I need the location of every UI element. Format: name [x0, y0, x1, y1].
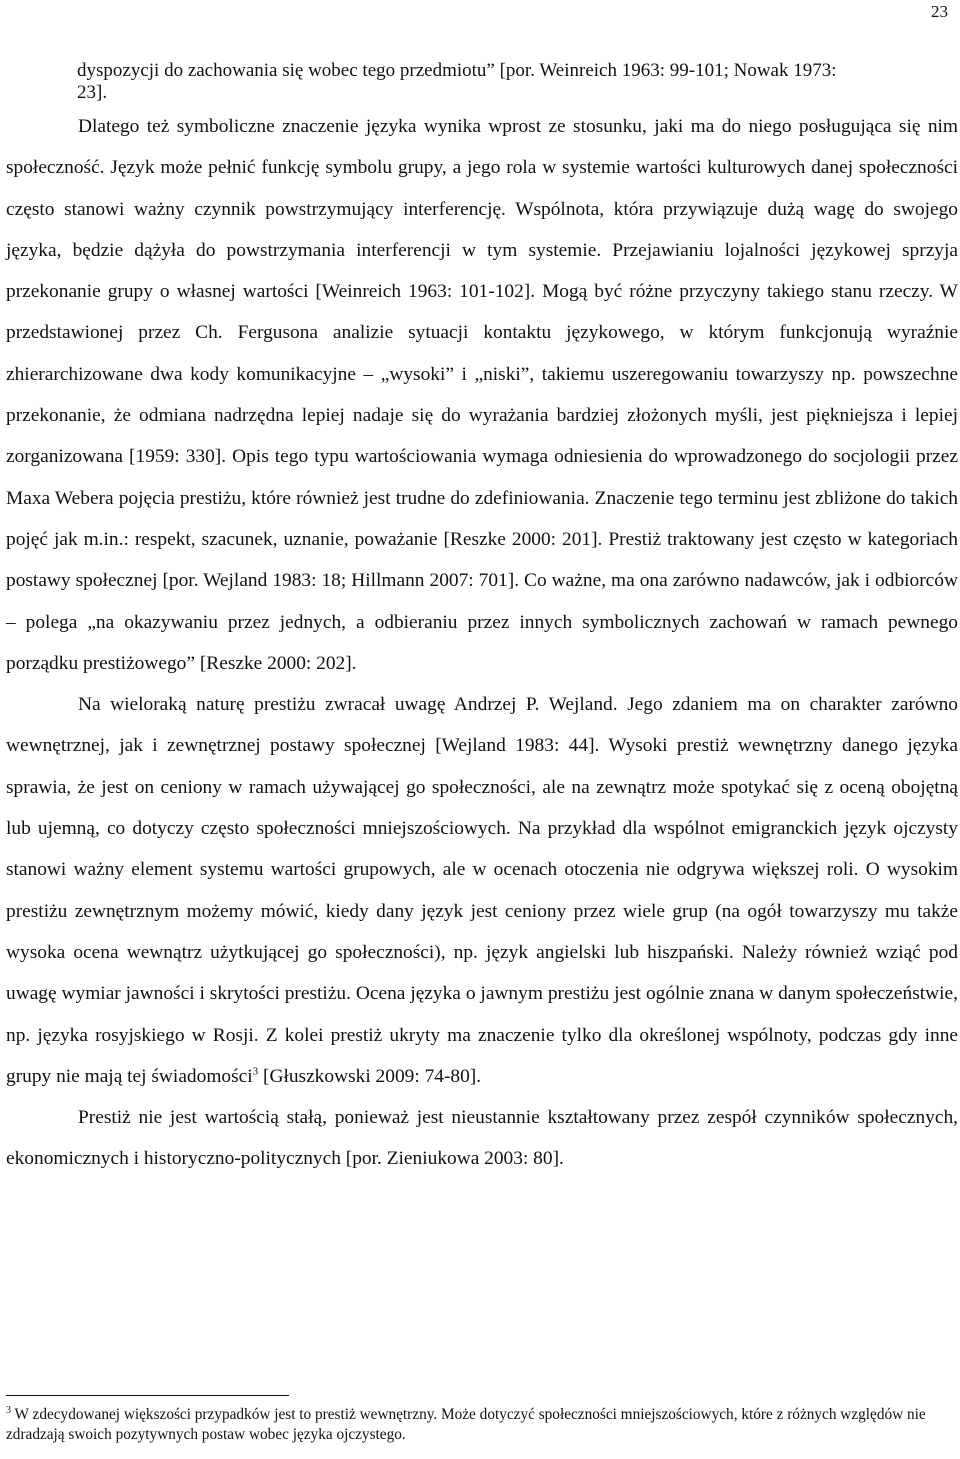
text-line: 23]. — [77, 82, 108, 103]
paragraph: Dlatego też symboliczne znaczenie języka wynika wprost ze stosunku, jaki ma do niego posługująca się nim społeczność. Język może pełnić funkcję symbolu grupy, a jego rola w systemie wartości kulturowych danej społeczności często stanowi ważny czynnik powstrzymujący interferencję. Wspólnota, która przywiązuje dużą wagę do swojego języka, będzie dążyła do powstrzymania interferencji w tym systemie. Przejawianiu lojalności językowej sprzyja przekonanie grupy o własnej wartości [Weinreich 1963: 101-102]. Mogą być różne przyczyny takiego stanu rzeczy. W przedstawionej przez Ch. Fergusona analizie sytuacji kontaktu językowego, w którym funkcjonują wyraźnie zhierarchizowane dwa kody komunikacyjne – „wysoki” i „niski”, takiemu uszeregowaniu towarzyszy np. powszechne przekonanie, że odmiana nadrzędna lepiej nadaje się do wyrażania bardziej złożonych myśli, jest piękniejsza i lepiej zorganizowana [1959: 330]. Opis tego typu wartościowania wymaga odniesienia do wprowadzonego do socjologii przez Maxa Webera pojęcia prestiżu, które również jest trudne do zdefiniowania. Znaczenie tego terminu jest zbliżone do takich pojęć jak m.in.: respekt, szacunek, uznanie, poważanie [Reszke 2000: 201]. Prestiż traktowany jest często w kategoriach postawy społecznej [por. Wejland 1983: 18; Hillmann 2007: 701]. Co ważne, ma ona zarówno nadawców, jak i odbiorców – polega „na okazywaniu przez jednych, a odbieraniu przez innych symbolicznych zachowań w ramach pewnego porządku prestiżowego” [Reszke 2000: 202]. — [6, 116, 958, 674]
footnote-separator — [6, 1395, 289, 1396]
footnote — [6, 1405, 958, 1445]
paragraph-text: Na wieloraką naturę prestiżu zwracał uwagę Andrzej P. Wejland. Jego zdaniem ma on charakter zarówno wewnętrznej, jak i zewnętrznej postawy społecznej [Wejland 1983: 44]. Wysoki prestiż wewnętrzny danego języka sprawia, że jest on ceniony w ramach używającej go społeczności, ale na zewnątrz może spotykać się z oceną obojętną lub ujemną, co dotyczy często społeczności mniejszościowych. Na przykład dla wspólnot emigranckich język ojczysty stanowi ważny element systemu wartości grupowych, ale w ocenach otoczenia nie odgrywa większej roli. O wysokim prestiżu zewnętrznym możemy mówić, kiedy dany język jest ceniony przez wiele grup (na ogół towarzyszy mu także wysoka ocena wewnątrz użytkującej go społeczności), np. język angielski lub hiszpański. Należy również wziąć pod uwagę wymiar jawności i skrytości prestiżu. Ocena języka o jawnym prestiżu jest ogólnie znana w danym społeczeństwie, np. języka rosyjskiego w Rosji. Z kolei prestiż ukryty ma znaczenie tylko dla określonej wspólnoty, podczas gdy inne grupy nie mają tej świadomości — [6, 694, 958, 1087]
continued-text — [6, 60, 958, 104]
page-number: 23 — [931, 2, 948, 21]
footnote-reference[interactable]: 3 — [252, 1065, 259, 1078]
text-line: dyspozycji do zachowania się wobec tego przedmiotu” [por. Weinreich 1963: 99-101; Nowak 1973: — [77, 60, 837, 81]
paragraph: Prestiż nie jest wartością stałą, ponieważ jest nieustannie kształtowany przez zespół czynników społecznych, ekonomicznych i historyczno-politycznych [por. Zieniukowa 2003: 80]. — [6, 1107, 958, 1170]
page-body — [6, 60, 958, 1180]
paragraph — [6, 684, 958, 1097]
footnote-marker: 3 — [6, 1404, 11, 1416]
paragraph-text-tail: [Głuszkowski 2009: 74-80]. — [258, 1065, 482, 1087]
footnote-text: W zdecydowanej większości przypadków jest to prestiż wewnętrzny. Może dotyczyć społeczności mniejszościowych, które z różnych względów nie zdradzają swoich pozytywnych postaw wobec języka ojczystego. — [6, 1406, 926, 1443]
